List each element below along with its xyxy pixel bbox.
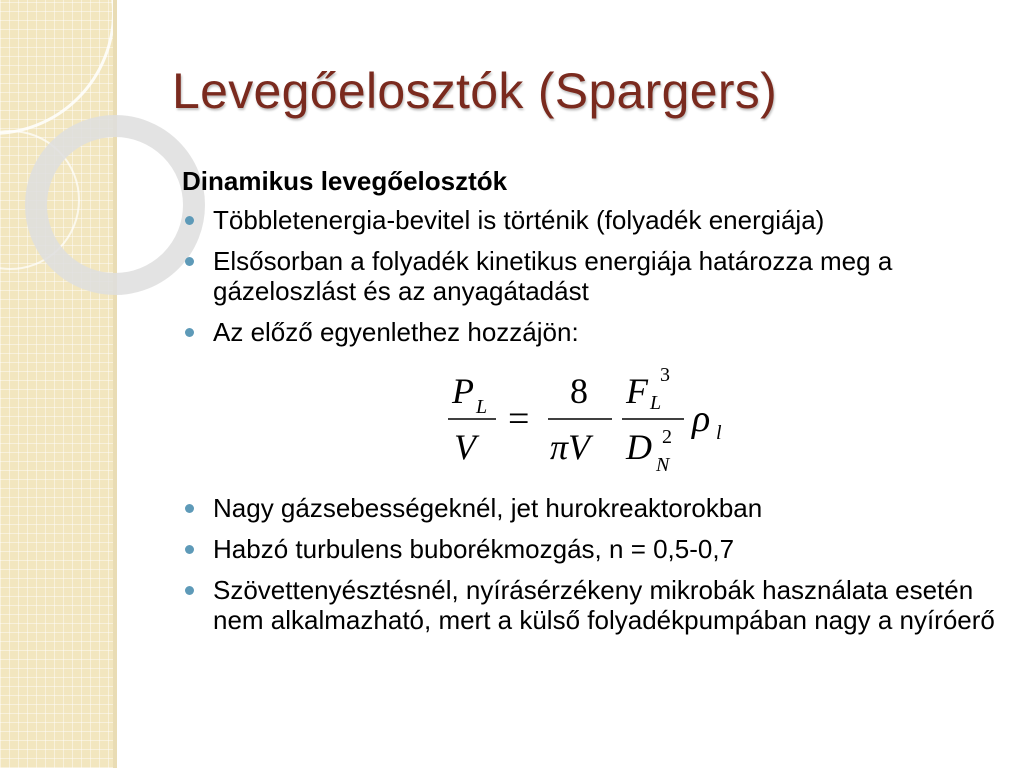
eq-equals: =: [508, 398, 530, 440]
list-item-text: Habzó turbulens buborékmozgás, n = 0,5-0,7: [213, 534, 735, 564]
list-item: [182, 317, 1002, 347]
slide-body: [182, 163, 1002, 646]
eq-frac2-den: D: [626, 427, 652, 467]
eq-frac1-num: 8: [570, 371, 588, 411]
list-item: [182, 575, 1002, 635]
bullet-icon: [185, 586, 194, 595]
eq-rho-sub: l: [716, 422, 722, 444]
list-item-text: Elsősorban a folyadék kinetikus energiája határozza meg a gázeloszlást és az anyagátadást: [213, 246, 893, 306]
decorative-ring: [25, 115, 205, 295]
eq-frac1-den: πV: [550, 427, 591, 467]
decorative-sidebar: [0, 0, 113, 768]
subheading: Dinamikus levegőelosztók: [182, 166, 508, 196]
eq-rho: ρ: [692, 398, 711, 440]
bullet-icon: [185, 504, 194, 513]
list-item: [182, 246, 1002, 306]
bullet-icon: [185, 328, 194, 337]
eq-lhs-den: V: [454, 427, 476, 467]
list-item-text: Nagy gázsebességeknél, jet hurokreaktorokban: [213, 493, 763, 523]
decorative-ring: [0, 0, 113, 135]
bullet-icon: [185, 257, 194, 266]
eq-frac2-num: F: [626, 371, 648, 411]
eq-lhs-num-sub: L: [476, 396, 488, 418]
bullet-icon: [185, 216, 194, 225]
bullet-list-bottom: [182, 493, 1002, 635]
power-equation: [182, 363, 1002, 483]
bullet-list-top: [182, 205, 1002, 347]
equation-graphic: [440, 363, 760, 483]
eq-lhs-num: P: [452, 371, 474, 411]
list-item-text: Az előző egyenlethez hozzájön:: [213, 317, 579, 347]
eq-frac2-num-sup: 3: [660, 364, 670, 386]
list-item-text: Többletenergia-bevitel is történik (folyadék energiája): [213, 205, 825, 235]
list-item-text: Szövettenyésztésnél, nyírásérzékeny mikrobák használata esetén nem alkalmazható, mert a külső folyadékpumpában nagy a nyíróerő: [213, 575, 995, 635]
eq-frac2-den-sub: N: [656, 454, 670, 476]
slide-title: Levegőelosztók (Spargers): [172, 63, 778, 119]
list-item: [182, 534, 1002, 564]
list-item: [182, 493, 1002, 523]
list-item: [182, 205, 1002, 235]
bullet-icon: [185, 545, 194, 554]
eq-frac2-num-sub: L: [650, 392, 662, 414]
eq-frac2-den-sup: 2: [662, 426, 672, 448]
